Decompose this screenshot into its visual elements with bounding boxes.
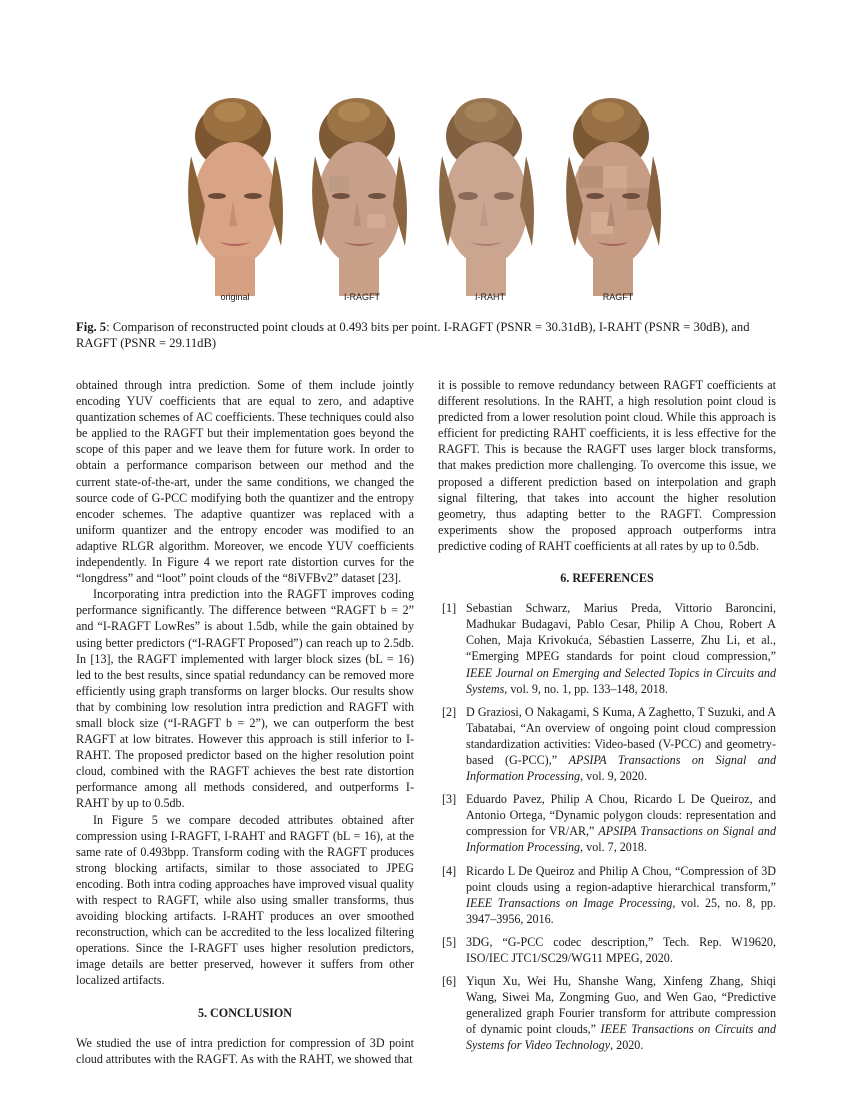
figure-label-i-ragft: I-RAGFT [344,292,380,302]
reference-venue: IEEE Journal on Emerging and Selected Topics in Circuits and Systems [466,665,776,696]
reference-authors: Eduardo Pavez, Philip A Chou, Ricardo L De Queiroz, and Antonio Ortega, “Dynamic polygon clouds: representation and compression for VR/AR,” [466,792,776,839]
face-image-original [175,96,297,296]
figure-label-i-raht: I-RAHT [475,292,505,302]
reference-item [438,791,776,855]
figure-caption [76,319,781,351]
reference-item [438,863,776,927]
paragraph-conclusion-continued: it is possible to remove redundancy between RAGFT coefficients at different resolutions. In the RAHT, a high resolution point cloud is predicted from a lower resolution point cloud. While this approach is efficient for predicting RAHT coefficients, it is less effective for the RAGFT. This is because the RAGFT uses larger block transforms, that makes prediction more challenging. To overcome this issue, we proposed a different prediction based on interpolation and graph signal filtering, that takes into account the higher resolution geometry, thus adapting better to the RAGFT. Compression experiments show the proposed approach outperforms intra predictive coding of RAHT coefficients at all rates by up to 0.5db. [438,378,776,553]
figure-label-ragft: RAGFT [602,292,634,302]
paragraph-intra-prediction: obtained through intra prediction. Some of them include jointly encoding YUV coefficients that are equal to zero, and adaptive quantization schemes of AC coefficients. These techniques could also be applied to the RAGFT but their implementation goes beyond the scope of this paper and we leave them for future work. In order to obtain a performance comparison between our method and the current state-of-the-art, under the same conditions, we changed the source code of G-PCC modifying both the quantizer and the entropy encoder schemes. The adaptive quantizer was replaced with a uniform quantizer and the entropy encoder was modified to an adaptive RLGR algorithm. Moreover, we encode YUV coefficients independently. In Figure 4 we report rate distortion curves for the “longdress” and “loot” point clouds of the “8iVFBv2” dataset [23]. [76,378,414,586]
face-image-ragft [553,96,675,296]
reference-details: , 2020. [610,1038,644,1053]
left-column [76,377,414,1067]
right-column [438,377,776,1061]
reference-number: [4] [442,863,457,878]
paragraph-results: Incorporating intra prediction into the RAGFT improves coding performance significantly. The difference between “RAGFT b = 2” and “I-RAGFT LowRes” is about 1.5db, while the gain obtained by using better predictors (“I-RAGFT Proposed”) can reach up to 2.5db. In [13], the RAGFT implemented with larger block sizes (bL = 16) led to the best results, since spatial redundancy can be removed more efficiently using graph transforms on larger blocks. Our results show that by combining low resolution intra prediction and RAGFT with small block size (“I-RAGFT b = 2”), we can outperform the best RAGFT at low bitrates. However this approach is still inferior to I-RAHT. The proposed predictor based on the higher resolution point cloud, combined with the RAGFT achieves the best rate distortion performance among all methods considered, and outperforms I-RAHT by up to 0.5db. [76,587,414,811]
figure-caption-text: : Comparison of reconstructed point clouds at 0.493 bits per point. I-RAGFT (PSNR = 30.31dB), I-RAHT (PSNR = 30dB), and RAGFT (PSNR = 29.11dB) [76,320,750,350]
reference-number: [5] [442,934,457,949]
reference-list [438,600,776,1053]
reference-venue: APSIPA Transactions on Signal and Information Processing [466,752,776,784]
face-i-ragft-graphic [299,96,421,296]
reference-authors: Ricardo L De Queiroz and Philip A Chou, “Compression of 3D point clouds using a region-adaptive hierarchical transform,” [466,863,776,894]
reference-venue: APSIPA Transactions on Signal and Information Processing [466,824,776,855]
reference-authors: Yiqun Xu, Wei Hu, Shanshe Wang, Xinfeng Zhang, Shiqi Wang, Siwei Ma, Zongming Guo, and Wen Gao, “Predictive generalized graph Fourier transform for attribute compression of dynamic point clouds,” [466,974,776,1037]
figure-label-original: original [220,292,250,302]
reference-number: [1] [442,601,457,616]
paragraph-visual-comparison: In Figure 5 we compare decoded attributes obtained after compression using I-RAGFT, I-RAHT and RAGFT (bL = 16), at the same rate of 0.493bpp. Transform coding with the RAGFT produces strong blocking artifacts, similar to those associated to JPEG encoding. Both intra coding approaches have improved visual quality with respect to RAGFT, while also using smaller transforms, thus avoiding blocking artifacts. I-RAHT produces an over smoothed reconstruction, which can be accredited to the less localized filtering operations. Since the I-RAGFT uses higher resolution predictors, image details are better preserved, however it suffers from other localized artifacts. [76,812,414,988]
reference-number: [6] [442,974,457,989]
reference-authors: 3DG, “G-PCC codec description,” Tech. Rep. W19620, ISO/IEC JTC1/SC29/WG11 MPEG, 2020. [466,934,776,965]
reference-item [438,973,776,1053]
figure-caption-label: Fig. 5 [76,320,107,334]
reference-authors: Sebastian Schwarz, Marius Preda, Vittorio Baroncini, Madhukar Budagavi, Pablo Cesar, Philip A Chou, Robert A Cohen, Maja Krivokuća, Sébastien Lasserre, Zhu Li, et al., “Emerging MPEG standards for point cloud compression,” [466,601,776,664]
face-image-i-ragft [299,96,421,296]
figure-5 [0,90,850,305]
face-image-i-raht [426,96,548,296]
reference-venue: IEEE Transactions on Circuits and Systems for Video Technology [466,1022,776,1053]
reference-details: , vol. 9, no. 1, pp. 133–148, 2018. [504,681,668,696]
reference-item [438,600,776,697]
section-title-conclusion: 5. CONCLUSION [197,1005,293,1020]
face-original-graphic [175,96,297,296]
face-i-raht-graphic [426,96,548,296]
reference-details: , vol. 25, no. 8, pp. 3947–3956, 2016. [466,895,776,926]
face-ragft-graphic [553,96,675,296]
reference-details: , vol. 9, 2020. [580,769,647,784]
reference-venue: IEEE Transactions on Image Processing [466,895,673,910]
section-title-references: 6. REFERENCES [560,571,654,586]
reference-item [438,704,776,784]
reference-authors: D Graziosi, O Nakagami, S Kuma, A Zaghetto, T Suzuki, and A Tabatabai, “An overview of ongoing point cloud compression standardization activities: Video-based (V-PCC) and geometry-based (G-PCC),” [466,704,776,767]
reference-number: [3] [442,792,457,807]
paragraph-conclusion: We studied the use of intra prediction for compression of 3D point cloud attributes with the RAGFT. As with the RAHT, we showed that [76,1035,414,1066]
reference-number: [2] [442,704,457,719]
reference-details: , vol. 7, 2018. [580,840,647,855]
reference-item [438,934,776,966]
